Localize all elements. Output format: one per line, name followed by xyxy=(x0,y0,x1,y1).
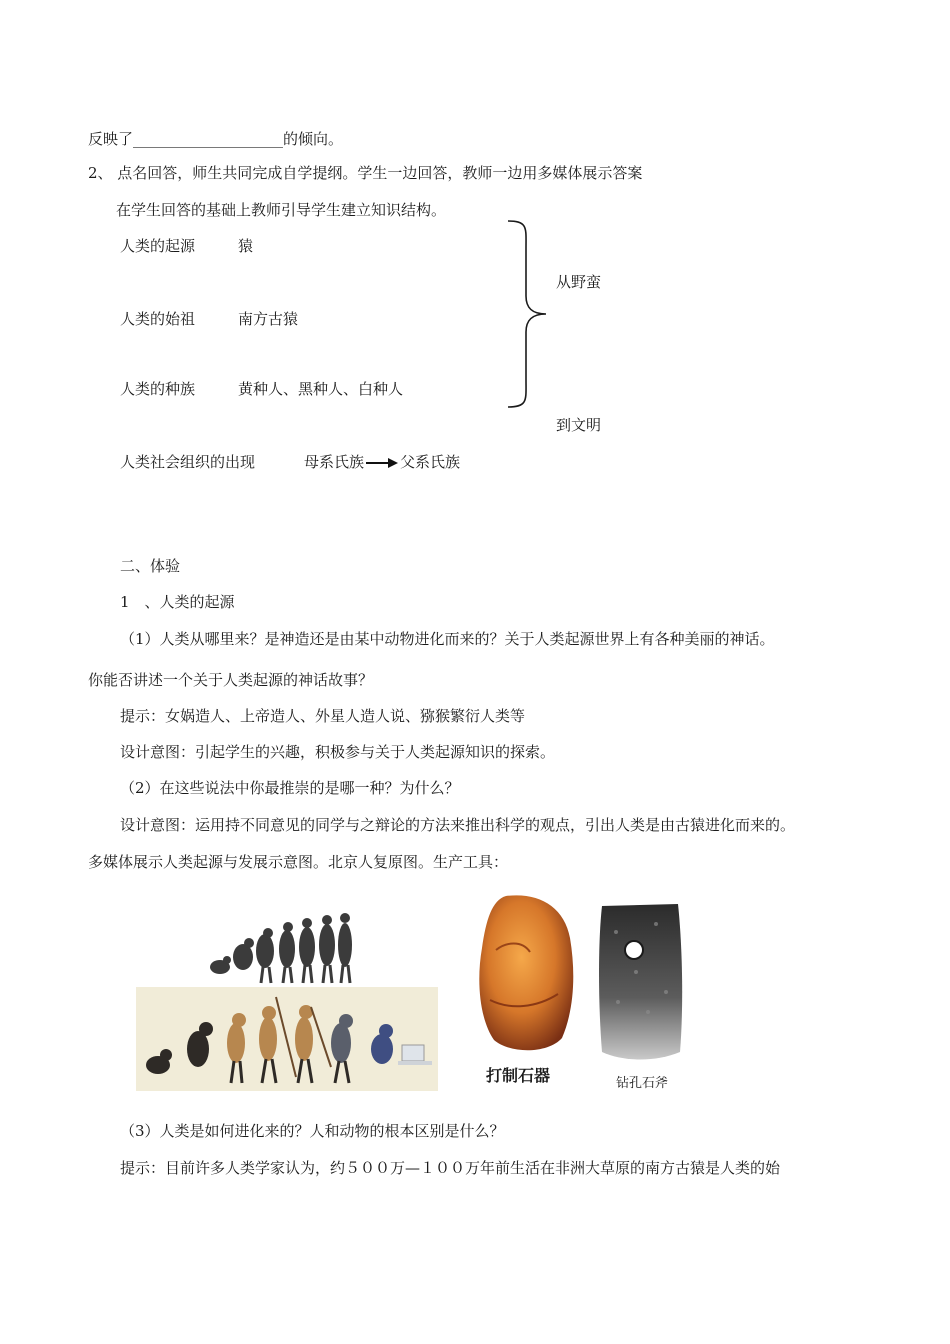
text-line: 多媒体展示人类起源与发展示意图。北京人复原图。生产工具： xyxy=(88,853,509,871)
text-line: 设计意图：运用持不同意见的同学与之辩论的方法来推出科学的观点，引出人类是由古猿进化而来的。 xyxy=(120,816,796,834)
item-heading: 1 、人类的起源 xyxy=(120,593,235,611)
text-line: 在学生回答的基础上教师引导学生建立知识结构。 xyxy=(116,201,447,219)
structure-label: 人类的种族 xyxy=(120,380,196,398)
text-line: 设计意图：引起学生的兴趣，积极参与关于人类起源知识的探索。 xyxy=(120,743,556,761)
social-to: 父系氏族 xyxy=(400,453,461,471)
stone-tool-caption: 打制石器 xyxy=(486,1066,551,1085)
stone-tool-image xyxy=(466,890,582,1056)
text-line: （3）人类是如何进化来的？人和动物的根本区别是什么？ xyxy=(120,1122,505,1140)
social-label: 人类社会组织的出现 xyxy=(120,453,256,471)
text-line: （1）人类从哪里来？是神造还是由某中动物进化而来的？关于人类起源世界上有各种美丽的神话。 xyxy=(120,630,775,648)
text-line: 你能否讲述一个关于人类起源的神话故事？ xyxy=(88,671,374,689)
social-from: 母系氏族 xyxy=(304,453,365,471)
text-line: 反映了____________________的倾向。 xyxy=(88,130,344,148)
section-heading: 二、体验 xyxy=(120,557,181,575)
arrow-right-icon xyxy=(366,458,398,468)
structure-value: 猿 xyxy=(238,237,254,255)
structure-label: 人类的起源 xyxy=(120,237,196,255)
drilled-stone-axe-image xyxy=(596,902,686,1062)
text-line: （2）在这些说法中你最推崇的是哪一种？为什么？ xyxy=(120,779,460,797)
text-line: 提示：目前许多人类学家认为，约５００万—１００万年前生活在非洲大草原的南方古猿是人类的始 xyxy=(120,1159,781,1177)
evolution-illustration-top xyxy=(205,905,355,985)
structure-label: 人类的始祖 xyxy=(120,310,196,328)
brace-label-top: 从野蛮 xyxy=(556,273,602,291)
structure-value: 黄种人、黑种人、白种人 xyxy=(238,380,404,398)
social-progression xyxy=(304,452,460,472)
drilled-stone-axe-caption: 钻孔石斧 xyxy=(616,1076,669,1091)
right-brace-icon xyxy=(502,218,552,410)
evolution-illustration-bottom xyxy=(136,987,438,1091)
structure-value: 南方古猿 xyxy=(238,310,299,328)
brace-label-bottom: 到文明 xyxy=(556,416,602,434)
text-line: 2、 点名回答，师生共同完成自学提纲。学生一边回答，教师一边用多媒体展示答案 xyxy=(88,164,643,182)
text-line: 提示：女娲造人、上帝造人、外星人造人说、猕猴繁衍人类等 xyxy=(120,707,526,725)
